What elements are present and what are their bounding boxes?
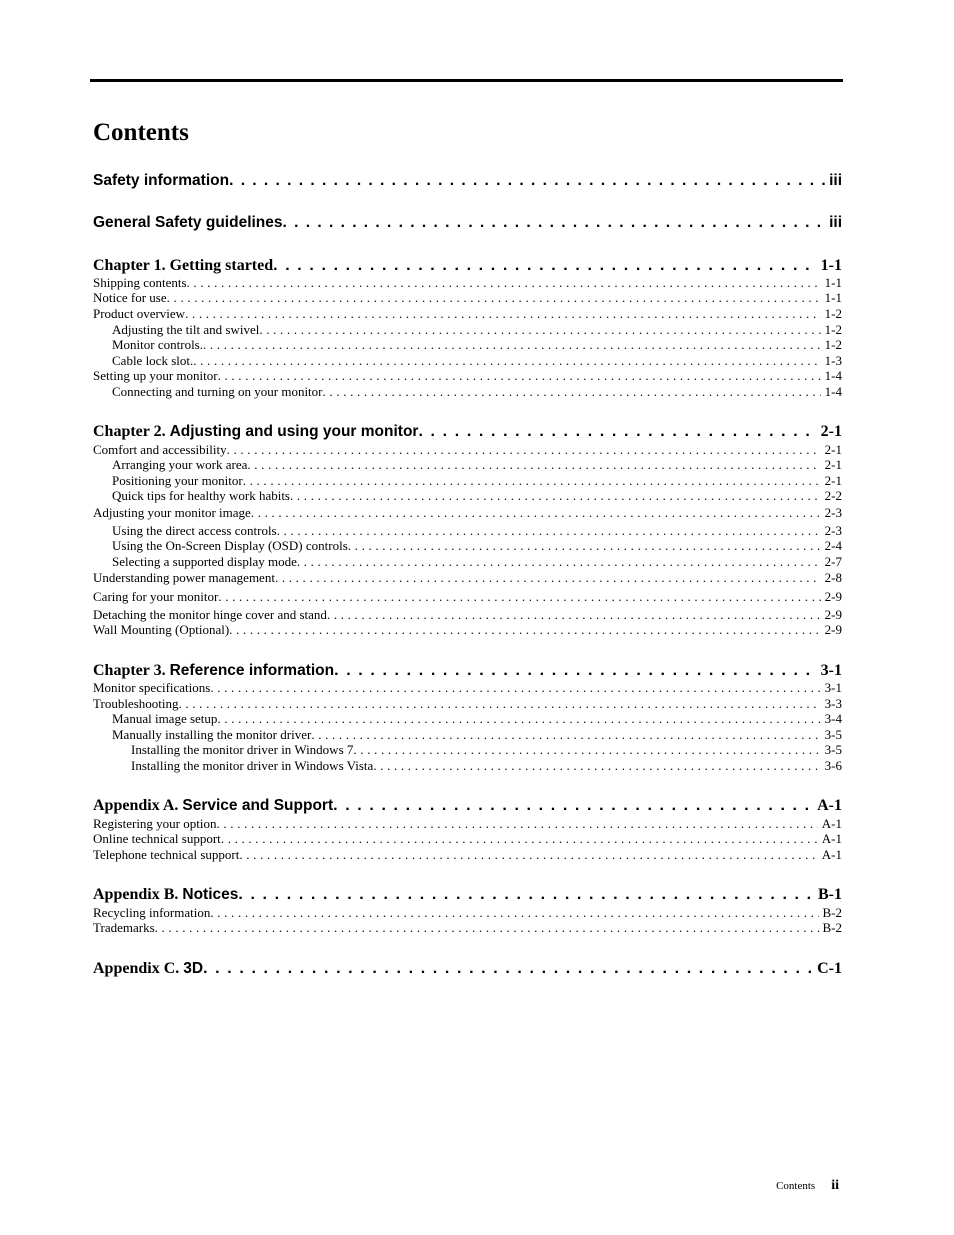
toc-page: 2-1 [824, 473, 842, 488]
footer-page-number: ii [831, 1178, 839, 1193]
toc-entry[interactable] [93, 680, 842, 696]
toc-page: 3-5 [824, 727, 842, 742]
toc-appendix-a[interactable] [93, 796, 842, 816]
toc-page: 3-4 [824, 711, 842, 726]
toc-page: 1-1 [824, 275, 842, 290]
toc-page: 3-6 [824, 758, 842, 773]
toc-label: Troubleshooting [93, 696, 179, 711]
toc-leader [353, 742, 820, 758]
toc-entry[interactable] [112, 353, 842, 369]
toc-label: Recycling information [93, 905, 211, 920]
toc-leader [247, 457, 820, 473]
toc-page: 3-1 [824, 680, 842, 695]
toc-page: A-1 [821, 831, 842, 846]
toc-leader [210, 680, 820, 696]
toc-leader [259, 322, 820, 338]
chapter-prefix: Chapter 2. [93, 423, 166, 440]
toc-leader [273, 256, 817, 276]
toc-label: Selecting a supported display mode [112, 554, 297, 569]
toc-label: Online technical support [93, 831, 221, 846]
toc-page: 2-9 [824, 607, 842, 622]
appendix-prefix: Appendix A. [93, 797, 179, 814]
toc-label: General Safety guidelines [93, 214, 283, 231]
toc-leader [418, 422, 816, 442]
toc-page: 2-1 [824, 457, 842, 472]
toc-leader [229, 622, 820, 638]
toc-label: Positioning your monitor [112, 473, 243, 488]
toc-label [93, 256, 273, 276]
toc-label: Cable lock slot. [112, 353, 194, 368]
toc-entry[interactable] [112, 457, 842, 473]
toc-page: 2-8 [824, 570, 842, 585]
toc-appendix-b[interactable] [93, 885, 842, 905]
toc-entry[interactable] [93, 306, 842, 322]
chapter-prefix: Chapter 3. [93, 662, 166, 679]
toc-label: Installing the monitor driver in Windows 7 [131, 742, 354, 757]
toc-leader [277, 523, 821, 539]
toc-label [93, 796, 333, 816]
toc-label: Setting up your monitor [93, 368, 218, 383]
toc-page: iii [829, 172, 842, 189]
toc-label: Caring for your monitor [93, 589, 219, 604]
toc-label: Manual image setup [112, 711, 218, 726]
toc-page: 2-4 [824, 538, 842, 553]
toc-page: 1-2 [824, 306, 842, 321]
toc-entry[interactable] [93, 290, 842, 306]
toc-leader [238, 885, 814, 905]
toc-page: A-1 [817, 797, 842, 814]
toc-page: 1-4 [824, 384, 842, 399]
toc-entry[interactable] [112, 554, 842, 570]
toc-label: Shipping contents [93, 275, 187, 290]
toc-page: iii [829, 214, 842, 231]
toc-label: Adjusting your monitor image [93, 505, 251, 520]
toc-page: 1-3 [824, 353, 842, 368]
toc-leader [178, 696, 820, 712]
toc-leader [185, 306, 821, 322]
toc-appendix-c[interactable] [93, 959, 842, 979]
toc-leader [203, 959, 813, 979]
toc-entry[interactable] [112, 337, 842, 353]
toc-entry[interactable] [112, 384, 842, 400]
toc-leader [311, 727, 820, 743]
toc-entry[interactable] [131, 742, 842, 758]
toc-entry-safety-information[interactable] [93, 170, 842, 192]
toc-page: B-2 [822, 905, 842, 920]
toc-page: A-1 [821, 847, 842, 862]
toc-label [93, 885, 238, 905]
toc-leader [217, 711, 820, 727]
toc-leader [239, 847, 817, 863]
toc-entry[interactable] [93, 570, 842, 586]
toc-leader [290, 488, 821, 504]
page-title: Contents [93, 119, 189, 146]
toc-entry[interactable] [112, 523, 842, 539]
toc-label [93, 422, 418, 442]
toc-label [93, 661, 334, 681]
toc-page: A-1 [821, 816, 842, 831]
appendix-prefix: Appendix C. [93, 960, 180, 977]
toc-leader [348, 538, 821, 554]
toc-leader [333, 796, 813, 816]
toc-entry[interactable] [93, 442, 842, 458]
toc-label: Quick tips for healthy work habits [112, 488, 290, 503]
toc-leader [155, 920, 819, 936]
toc-entry[interactable] [112, 488, 842, 504]
appendix-title: 3D [183, 960, 204, 977]
toc-label: Detaching the monitor hinge cover and stand [93, 607, 327, 622]
toc-entry[interactable] [93, 368, 842, 384]
toc-entry[interactable] [112, 473, 842, 489]
toc-label: Arranging your work area [112, 457, 248, 472]
toc-leader [297, 554, 821, 570]
toc-page: B-2 [822, 920, 842, 935]
toc-leader [373, 758, 820, 774]
toc-chapter-1[interactable] [93, 256, 842, 276]
toc-entry[interactable] [93, 622, 842, 638]
toc-entry[interactable] [93, 816, 842, 832]
toc-page: 2-9 [824, 589, 842, 604]
toc-entry[interactable] [93, 275, 842, 291]
toc-label: Monitor controls. [112, 337, 203, 352]
toc-leader [167, 290, 821, 306]
toc-label: Adjusting the tilt and swivel [112, 322, 260, 337]
toc-page: 2-3 [824, 505, 842, 520]
toc-entry[interactable] [93, 847, 842, 863]
toc-chapter-2[interactable] [93, 422, 842, 442]
toc-entry[interactable] [131, 758, 842, 774]
toc-leader [251, 505, 821, 521]
toc-page: 2-7 [824, 554, 842, 569]
toc-page: C-1 [817, 960, 842, 977]
toc-label: Comfort and accessibility [93, 442, 227, 457]
toc-leader [218, 368, 821, 384]
toc-leader [203, 337, 821, 353]
toc-leader [193, 353, 820, 369]
toc-leader [229, 170, 825, 192]
toc-page: 3-1 [820, 662, 842, 679]
toc-entry[interactable] [93, 905, 842, 921]
toc-entry[interactable] [112, 538, 842, 554]
appendix-title: Notices [182, 886, 239, 903]
toc-page: 2-1 [824, 442, 842, 457]
toc-leader [327, 607, 821, 623]
toc-page: 2-1 [820, 423, 842, 440]
toc-page: 1-1 [820, 257, 842, 274]
toc-leader [221, 831, 818, 847]
toc-page: B-1 [818, 886, 842, 903]
toc-page: 3-3 [824, 696, 842, 711]
toc-page: 1-1 [824, 290, 842, 305]
toc-label: Telephone technical support [93, 847, 240, 862]
toc-chapter-3[interactable] [93, 661, 842, 681]
toc-page: 1-4 [824, 368, 842, 383]
toc-entry[interactable] [93, 831, 842, 847]
toc-page: 2-3 [824, 523, 842, 538]
toc-label: Understanding power management [93, 570, 275, 585]
toc-entry[interactable] [93, 696, 842, 712]
toc-label: Manually installing the monitor driver [112, 727, 312, 742]
toc-leader [283, 212, 826, 234]
toc-entry-general-safety-guidelines[interactable] [93, 212, 842, 234]
table-of-contents [93, 0, 842, 1235]
toc-leader [243, 473, 821, 489]
toc-label: Connecting and turning on your monitor [112, 384, 323, 399]
toc-label: Using the On-Screen Display (OSD) controls [112, 538, 348, 553]
toc-leader [323, 384, 821, 400]
toc-label: Monitor specifications [93, 680, 211, 695]
toc-label: Installing the monitor driver in Windows Vista [131, 758, 374, 773]
toc-entry[interactable] [112, 711, 842, 727]
toc-leader [217, 816, 818, 832]
toc-label: Safety information [93, 172, 230, 189]
toc-entry[interactable] [93, 505, 842, 521]
toc-leader [334, 661, 817, 681]
chapter-title: Adjusting and using your monitor [169, 423, 419, 440]
toc-page: 2-2 [824, 488, 842, 503]
toc-page: 3-5 [824, 742, 842, 757]
footer-label: Contents [776, 1180, 816, 1192]
page-footer [776, 1178, 839, 1194]
appendix-prefix: Appendix B. [93, 886, 179, 903]
chapter-title: Reference information [169, 662, 335, 679]
toc-entry[interactable] [93, 589, 842, 605]
toc-label: Product overview [93, 306, 186, 321]
toc-label: Notice for use [93, 290, 167, 305]
toc-entry[interactable] [93, 920, 842, 936]
chapter-title: Getting started [169, 257, 274, 274]
toc-label: Trademarks [93, 920, 155, 935]
toc-page: 2-9 [824, 622, 842, 637]
toc-label [93, 959, 203, 979]
toc-leader [275, 570, 821, 586]
chapter-prefix: Chapter 1. [93, 257, 166, 274]
toc-page: 1-2 [824, 322, 842, 337]
toc-entry[interactable] [112, 322, 842, 338]
toc-leader [187, 275, 821, 291]
toc-leader [218, 589, 820, 605]
toc-label: Using the direct access controls [112, 523, 277, 538]
toc-page: 1-2 [824, 337, 842, 352]
toc-leader [210, 905, 818, 921]
appendix-title: Service and Support [182, 797, 334, 814]
toc-label: Wall Mounting (Optional) [93, 622, 230, 637]
toc-label: Registering your option [93, 816, 217, 831]
toc-entry[interactable] [112, 727, 842, 743]
toc-entry[interactable] [93, 607, 842, 623]
toc-leader [227, 442, 821, 458]
